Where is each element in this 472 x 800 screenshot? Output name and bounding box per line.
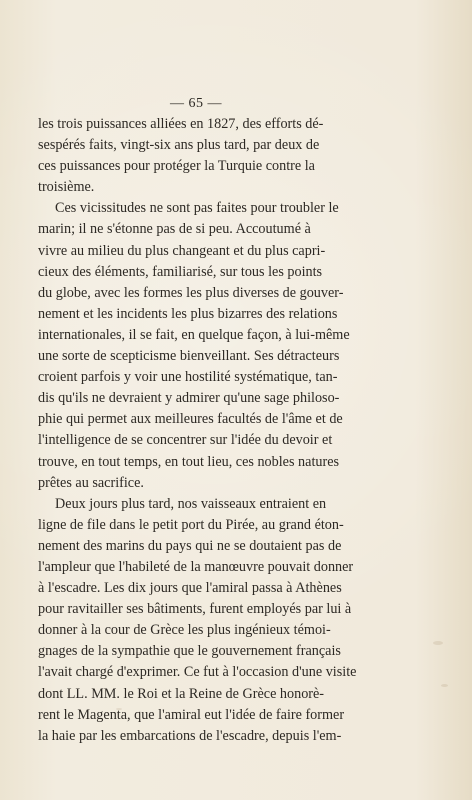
text-line: phie qui permet aux meilleures facultés de l'âme et de	[38, 411, 343, 428]
text-line: ces puissances pour protéger la Turquie contre la	[38, 158, 315, 175]
text-line: sespérés faits, vingt-six ans plus tard, par deux de	[38, 137, 320, 154]
text-line: ligne de file dans le petit port du Pirée, au grand éton-	[38, 516, 344, 533]
text-line: cieux des éléments, familiarisé, sur tous les points	[38, 263, 323, 280]
page-number: — 65 —	[170, 96, 222, 111]
text-line: Ces vicissitudes ne sont pas faites pour troubler le	[55, 200, 339, 217]
text-line: les trois puissances alliées en 1827, des efforts dé-	[38, 116, 324, 132]
paper-spot	[116, 708, 122, 710]
text-line: dont LL. MM. le Roi et la Reine de Grèce honorè-	[38, 685, 325, 702]
text-line: la haie par les embarcations de l'escadre, depuis l'em-	[38, 727, 342, 744]
text-line: l'avait chargé d'exprimer. Ce fut à l'occasion d'une visite	[38, 664, 357, 681]
paper-spot	[441, 684, 448, 687]
text-line: marin; il ne s'étonne pas de si peu. Accoutumé à	[38, 221, 311, 238]
text-line: gnages de la sympathie que le gouvernement français	[38, 643, 341, 660]
text-line: du globe, avec les formes les plus diverses de gouver-	[38, 284, 344, 301]
text-line: troisième.	[38, 179, 95, 196]
text-line: trouve, en tout temps, en tout lieu, ces nobles natures	[38, 453, 340, 470]
text-line: une sorte de scepticisme bienveillant. Ses détracteurs	[38, 348, 340, 365]
text-line: l'intelligence de se concentrer sur l'idée du devoir et	[38, 432, 333, 449]
paper-spot	[433, 641, 443, 645]
text-line: donner à la cour de Grèce les plus ingénieux témoi-	[38, 622, 331, 639]
text-line: vivre au milieu du plus changeant et du plus capri-	[38, 242, 326, 259]
text-line: l'ampleur que l'habileté de la manœuvre pouvait donner	[38, 558, 354, 575]
text-line: dis qu'ils ne devraient y admirer qu'une sage philoso-	[38, 390, 340, 407]
text-line: internationales, il se fait, en quelque façon, à lui-même	[38, 326, 350, 343]
text-line: nement et les incidents les plus bizarres des relations	[38, 305, 338, 322]
text-line: prêtes au sacrifice.	[38, 474, 144, 491]
text-line: pour ravitailler ses bâtiments, furent employés par lui à	[38, 601, 352, 618]
text-line: à l'escadre. Les dix jours que l'amiral passa à Athènes	[38, 580, 342, 597]
text-line: Deux jours plus tard, nos vaisseaux entraient en	[55, 495, 327, 512]
text-line: rent le Magenta, que l'amiral eut l'idée de faire former	[38, 706, 345, 723]
text-line: nement des marins du pays qui ne se doutaient pas de	[38, 537, 342, 554]
text-line: croient parfois y voir une hostilité systématique, tan-	[38, 369, 338, 386]
page-body-text	[38, 114, 359, 747]
